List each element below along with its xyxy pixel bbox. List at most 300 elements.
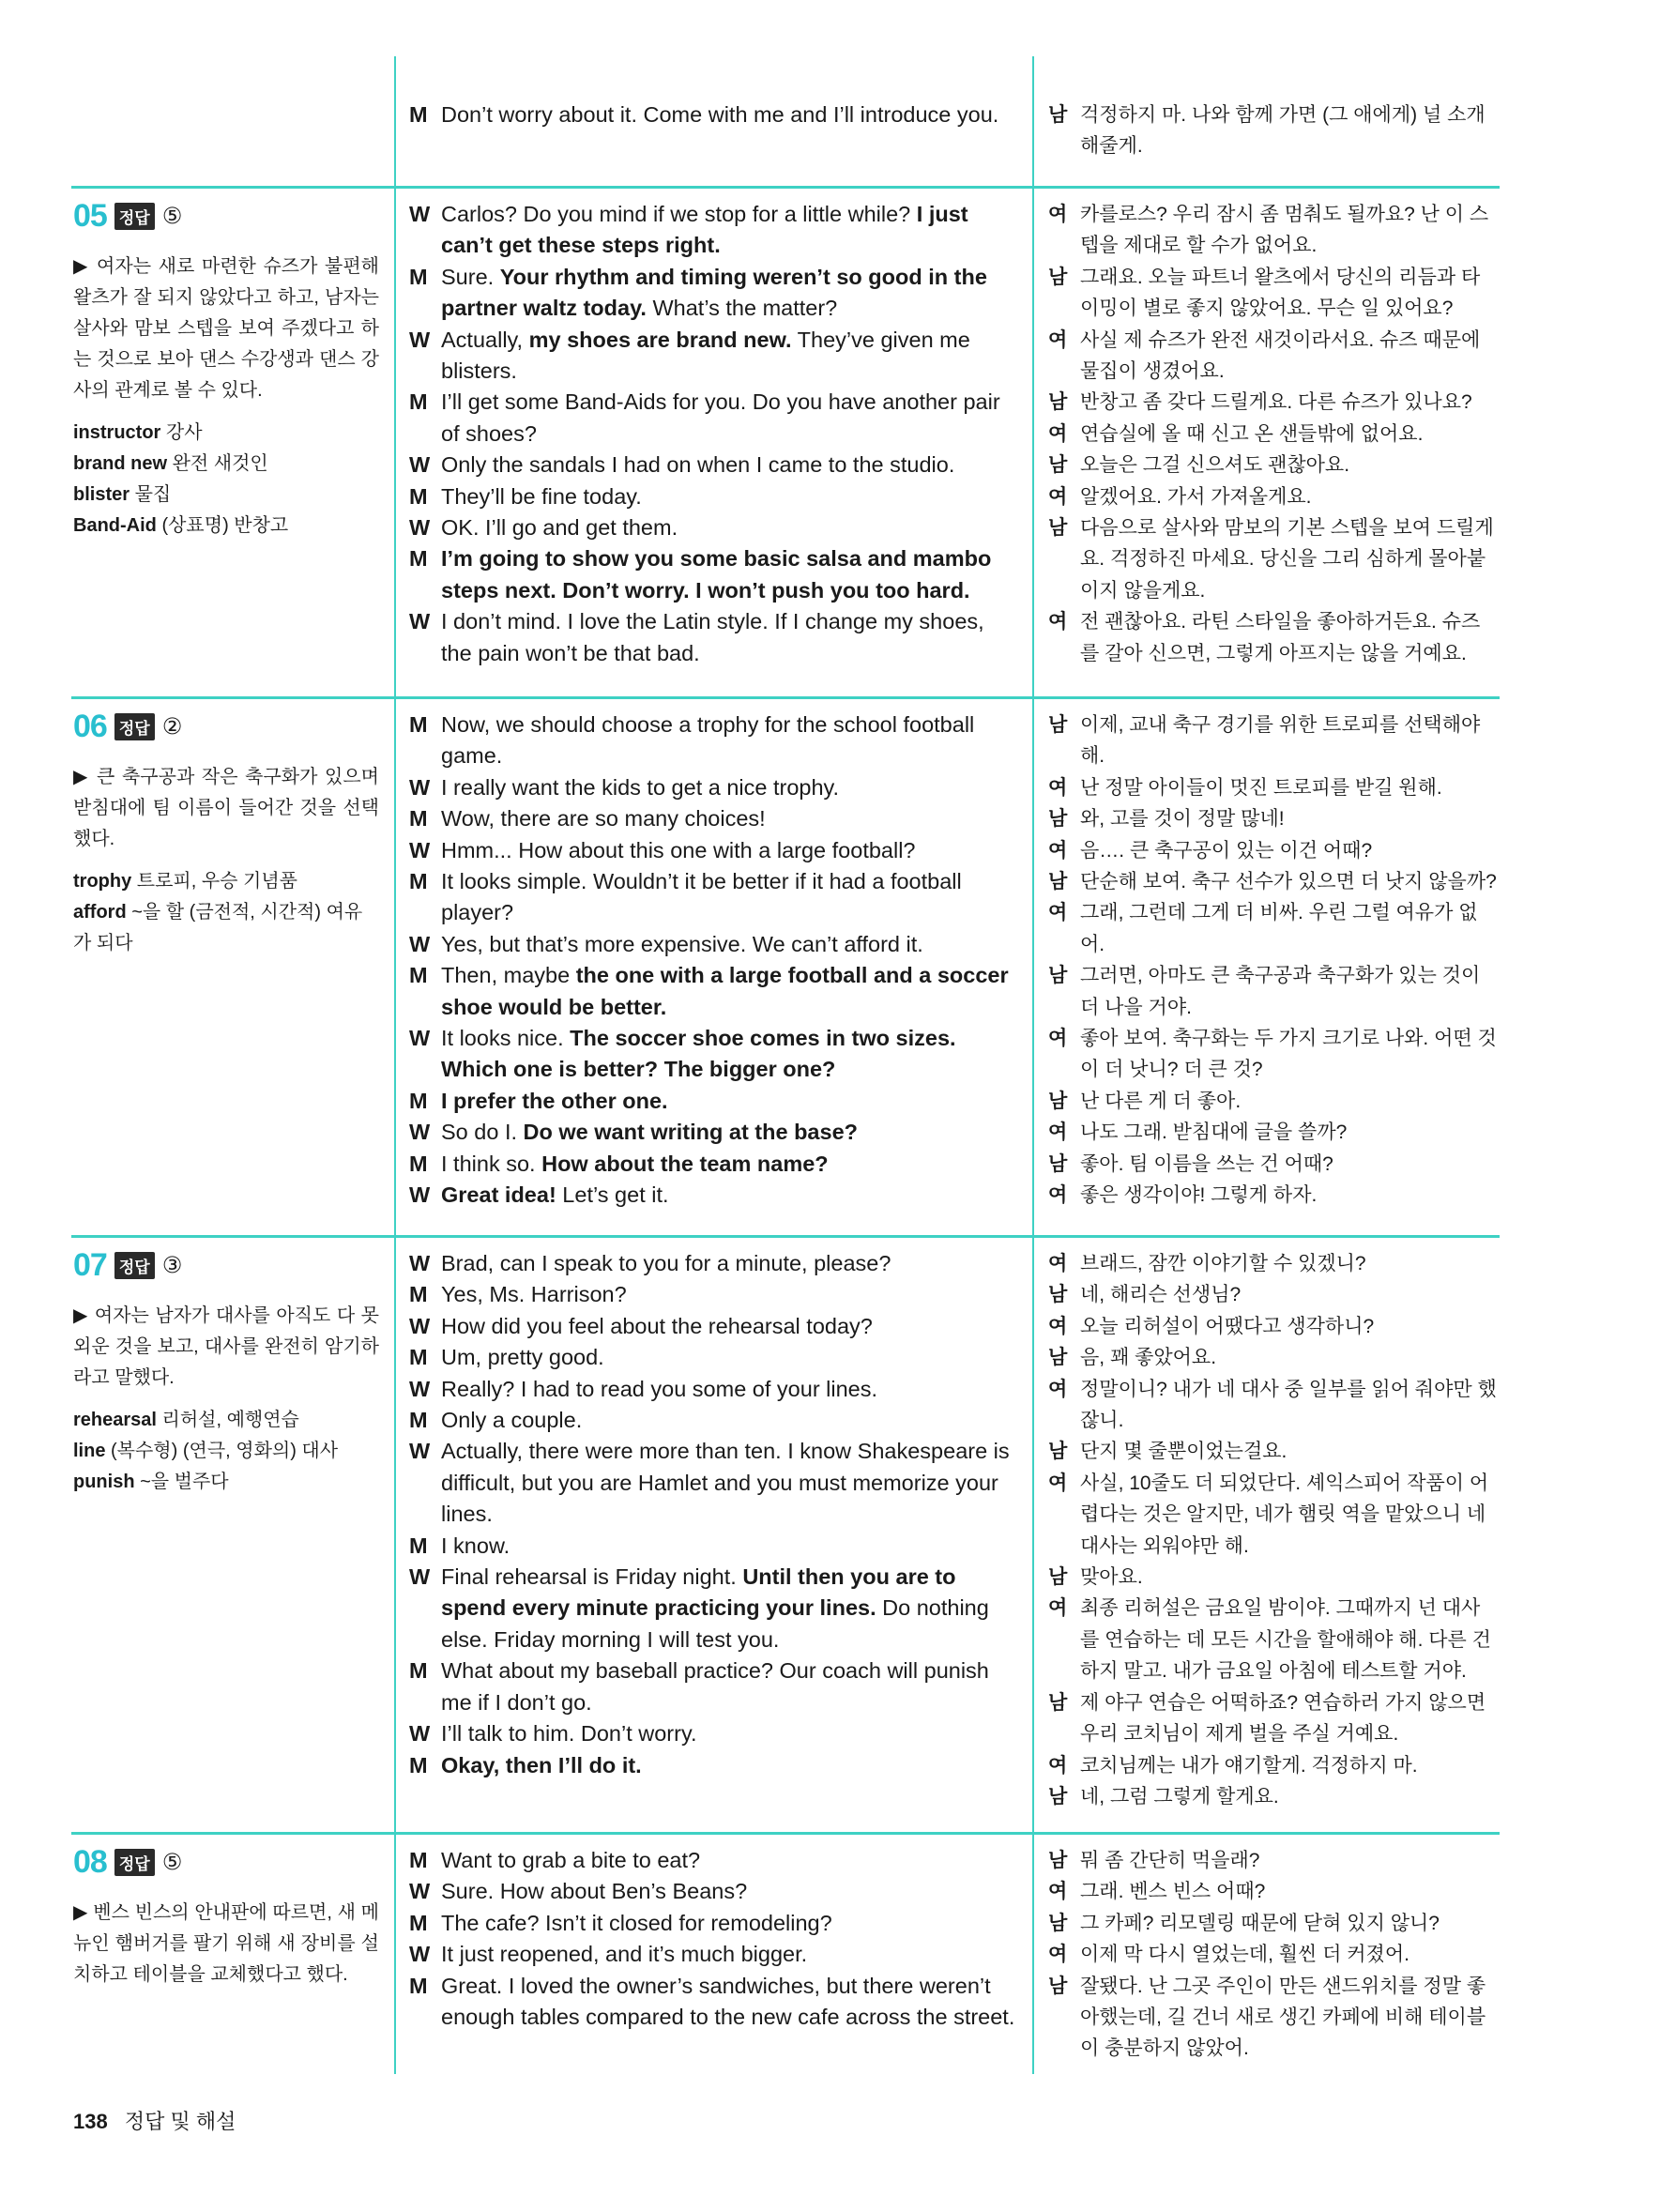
dialogue-line [409, 1149, 1019, 1180]
key-phrase: Okay, then I’ll do it. [441, 1752, 642, 1777]
speaker-label: 남 [1048, 1785, 1068, 1808]
dialogue-line [1048, 1311, 1499, 1342]
dialogue-line [409, 1311, 1019, 1342]
dialogue-line [1048, 1781, 1499, 1812]
speaker-label: W [409, 931, 431, 956]
speaker-label: W [409, 1879, 431, 1904]
dialogue-line [409, 1845, 1019, 1876]
explanation: ▶ 벤스 빈스의 안내판에 따르면, 새 메뉴인 햄버거를 팔기 위해 새 장비를 설치하고 테이블을 교체했다고 했다. [73, 1902, 379, 1985]
key-phrase: the one with a large football and a soccer shoe would be better. [441, 963, 1009, 1019]
dialogue-line [1048, 419, 1499, 450]
question-sidebar [73, 1248, 379, 1498]
text-segment: It looks simple. Wouldn’t it be better if it had a football player? [441, 869, 962, 925]
explanation: ▶ 여자는 남자가 대사를 아직도 다 못 외운 것을 보고, 대사를 완전히 암기하라고 말했다. [73, 1305, 379, 1388]
dialogue-text [1080, 1117, 1499, 1148]
speaker-label: M [409, 102, 428, 127]
speaker-label: W [409, 1120, 431, 1145]
dialogue-line [409, 325, 1019, 388]
vocab-item [73, 449, 379, 480]
question-header [73, 709, 379, 743]
dialogue-line [409, 772, 1019, 803]
english-dialogue [409, 709, 1019, 1212]
dialogue-line [1048, 199, 1499, 262]
page-number: 138 [73, 2110, 108, 2133]
speaker-label: M [409, 1658, 428, 1684]
dialogue-line [409, 1939, 1019, 1970]
vocab-meaning: 완전 새것인 [167, 453, 268, 474]
answer-mark: ③ [161, 1252, 183, 1278]
dialogue-line [1048, 1562, 1499, 1593]
dialogue-text [1080, 450, 1499, 481]
vocab-item [73, 866, 379, 897]
dialogue-line [409, 1405, 1019, 1436]
dialogue-line [1048, 262, 1499, 325]
speaker-label: W [409, 1439, 431, 1464]
text-segment: 음, 꽤 좋았어요. [1080, 1347, 1217, 1369]
dialogue-text [1080, 387, 1499, 418]
english-dialogue [409, 1845, 1019, 2033]
speaker-label: 여 [1048, 1315, 1068, 1337]
speaker-label: 남 [1048, 1441, 1068, 1463]
dialogue-line [409, 1562, 1019, 1655]
dialogue-text [1080, 1971, 1499, 2065]
dialogue-text [1080, 709, 1499, 772]
dialogue-line [409, 1531, 1019, 1562]
speaker-label: W [409, 837, 431, 862]
key-phrase: I’m going to show you some basic salsa and mambo steps next. Don’t worry. I won’t push you too hard. [441, 546, 992, 603]
text-segment: How did you feel about the rehearsal today? [441, 1313, 873, 1338]
dialogue-line [409, 606, 1019, 669]
dialogue-line [409, 543, 1019, 606]
speaker-label: 여 [1048, 611, 1068, 633]
speaker-label: 여 [1048, 1597, 1068, 1620]
speaker-label: 여 [1048, 1378, 1068, 1400]
speaker-label: 남 [1048, 104, 1068, 126]
speaker-label: 여 [1048, 1253, 1068, 1274]
text-segment: 나도 그래. 받침대에 글을 쓸까? [1080, 1121, 1348, 1144]
english-dialogue [409, 1248, 1019, 1781]
dialogue-line [409, 1718, 1019, 1749]
dialogue-line [1048, 1279, 1499, 1310]
vocab-meaning: (상표명) 반창고 [156, 515, 289, 536]
dialogue-line [1048, 1971, 1499, 2065]
speaker-label: 남 [1048, 391, 1068, 414]
text-segment: Yes, Ms. Harrison? [441, 1282, 627, 1307]
text-segment: 좋아. 팀 이름을 쓰는 건 어때? [1080, 1152, 1333, 1175]
dialogue-line [1048, 1908, 1499, 1939]
speaker-label: 남 [1048, 1912, 1068, 1934]
vocab-word: trophy [73, 871, 132, 892]
text-segment: 최종 리허설은 금요일 밤이야. 그때까지 넌 대사를 연습하는 데 모든 시간을 할애해야 해. 다른 건 하지 말고. 내가 금요일 아침에 테스트할 거야. [1080, 1597, 1491, 1683]
dialogue-line [1048, 1149, 1499, 1180]
speaker-label: W [409, 1182, 431, 1208]
text-segment: 음…. 큰 축구공이 있는 이건 어때? [1080, 839, 1373, 862]
text-segment: 걱정하지 마. 나와 함께 가면 (그 애에게) 널 소개해줄게. [1080, 104, 1486, 158]
dialogue-line [1048, 99, 1499, 162]
vocab-word: blister [73, 484, 130, 505]
text-segment: Great. I loved the owner’s sandwiches, but there weren’t enough tables compared to the new cafe across the street. [441, 1973, 1015, 2030]
speaker-label: M [409, 1752, 428, 1777]
text-segment: Really? I had to read you some of your lines. [441, 1376, 878, 1401]
speaker-label: W [409, 774, 431, 800]
key-phrase: my shoes are brand new. [528, 327, 792, 352]
explanation: ▶ 여자는 새로 마련한 슈즈가 불편해 왈츠가 잘 되지 않았다고 하고, 남자는 살사와 맘보 스텝을 보여 주겠다고 하는 것으로 보아 댄스 수강생과 댄스 강사의 관계로 볼 수 있다. [73, 256, 379, 401]
text-segment: 그 카페? 리모델링 때문에 닫혀 있지 않니? [1080, 1912, 1440, 1934]
dialogue-line [409, 1248, 1019, 1279]
vocab-meaning: 트로피, 우승 기념품 [131, 871, 298, 892]
dialogue-line [409, 1908, 1019, 1939]
text-segment: 좋아 보여. 축구화는 두 가지 크기로 나와. 어떤 것이 더 낫니? 더 큰 것? [1080, 1028, 1497, 1081]
english-dialogue [409, 199, 1019, 669]
dialogue-text [441, 1939, 1019, 1970]
text-segment: 뭐 좀 간단히 먹을래? [1080, 1850, 1260, 1871]
answer-badge: 정답 [114, 713, 155, 740]
speaker-label: 여 [1048, 1028, 1068, 1050]
dialogue-text [441, 199, 1019, 262]
question-number: 07 [73, 1246, 107, 1283]
text-segment: Actually, [441, 327, 529, 352]
text-segment: 그래요. 오늘 파트너 왈츠에서 당신의 리듬과 타이밍이 별로 좋지 않았어요. 무슨 일 있어요? [1080, 266, 1481, 320]
dialogue-text [1080, 1593, 1499, 1686]
section-rule [71, 1235, 1500, 1238]
text-segment: What about my baseball practice? Our coach will punish me if I don’t go. [441, 1658, 989, 1715]
key-phrase: I just can’t get these steps right. [441, 202, 968, 258]
text-segment: Sure. [441, 264, 500, 289]
speaker-label: 여 [1048, 485, 1068, 508]
dialogue-text [441, 262, 1019, 325]
dialogue-line [409, 803, 1019, 834]
dialogue-text [441, 1023, 1019, 1086]
speaker-label: W [409, 202, 431, 226]
dialogue-text [441, 1908, 1019, 1939]
dialogue-line [409, 1342, 1019, 1373]
text-segment: 네, 그럼 그렇게 할게요. [1080, 1785, 1279, 1808]
dialogue-text [1080, 1149, 1499, 1180]
question-number: 05 [73, 197, 107, 234]
dialogue-text [441, 325, 1019, 388]
dialogue-text [441, 99, 1019, 130]
text-segment: Brad, can I speak to you for a minute, please? [441, 1251, 891, 1275]
text-segment: Want to grab a bite to eat? [441, 1848, 701, 1872]
dialogue-text [441, 1718, 1019, 1749]
dialogue-text [1080, 960, 1499, 1023]
dialogue-line [1048, 1845, 1499, 1876]
speaker-label: 남 [1048, 1850, 1068, 1871]
vocabulary-list [73, 418, 379, 542]
dialogue-text [1080, 1908, 1499, 1939]
speaker-label: W [409, 1026, 431, 1051]
dialogue-text [1080, 835, 1499, 866]
dialogue-text [1080, 262, 1499, 325]
text-segment: Actually, there were more than ten. I know Shakespeare is difficult, but you are Hamlet and you must memorize your lines. [441, 1439, 1010, 1527]
dialogue-line [409, 1655, 1019, 1718]
answer-mark: ⑤ [161, 203, 183, 229]
dialogue-line [409, 1180, 1019, 1211]
dialogue-line [1048, 325, 1499, 388]
dialogue-line [409, 709, 1019, 772]
key-phrase: Your rhythm and timing weren’t so good in the partner waltz today. [441, 264, 987, 321]
text-segment: 그래. 벤스 빈스 어때? [1080, 1881, 1266, 1903]
vocab-word: rehearsal [73, 1410, 157, 1430]
dialogue-text [1080, 1687, 1499, 1750]
text-segment: Only the sandals I had on when I came to the studio. [441, 452, 955, 478]
speaker-label: M [409, 1533, 428, 1558]
answer-mark: ② [161, 713, 183, 740]
speaker-label: 남 [1048, 1284, 1068, 1306]
dialogue-line [1048, 1180, 1499, 1211]
vocab-item [73, 480, 379, 511]
dialogue-line [1048, 1248, 1499, 1279]
speaker-label: 남 [1048, 266, 1068, 288]
dialogue-text [441, 1562, 1019, 1655]
speaker-label: M [409, 483, 428, 509]
dialogue-text [1080, 1086, 1499, 1117]
vocab-meaning: 강사 [160, 422, 203, 443]
question-header [73, 1845, 379, 1879]
dialogue-text [1080, 1845, 1499, 1876]
speaker-label: W [409, 452, 431, 478]
text-segment: Hmm... How about this one with a large football? [441, 837, 916, 862]
question-header [73, 1248, 379, 1282]
dialogue-text [1080, 199, 1499, 262]
dialogue-text [441, 866, 1019, 929]
key-phrase: The soccer shoe comes in two sizes. Which one is better? The bigger one? [441, 1026, 956, 1082]
dialogue-text [1080, 1436, 1499, 1467]
speaker-label: M [409, 806, 428, 831]
text-segment: Don’t worry about it. Come with me and I’ll introduce you. [441, 102, 999, 127]
dialogue-text [441, 481, 1019, 512]
text-segment: 카를로스? 우리 잠시 좀 멈춰도 될까요? 난 이 스텝을 제대로 할 수가 없어요. [1080, 204, 1489, 257]
dialogue-text [441, 929, 1019, 960]
speaker-label: 여 [1048, 204, 1068, 225]
dialogue-text [441, 1180, 1019, 1211]
speaker-label: 남 [1048, 1347, 1068, 1369]
text-segment: Yes, but that’s more expensive. We can’t afford it. [441, 931, 923, 956]
korean-dialogue [1048, 709, 1499, 1212]
speaker-label: M [409, 963, 428, 988]
dialogue-text [441, 1750, 1019, 1781]
dialogue-line [1048, 772, 1499, 803]
dialogue-text [441, 709, 1019, 772]
text-segment: 네, 해리슨 선생님? [1080, 1284, 1242, 1306]
dialogue-line [409, 1023, 1019, 1086]
section-rule [71, 186, 1500, 189]
answer-badge: 정답 [114, 203, 155, 230]
speaker-label: 여 [1048, 902, 1068, 924]
dialogue-line [409, 450, 1019, 481]
speaker-label: 여 [1048, 1881, 1068, 1903]
text-segment: Final rehearsal is Friday night. [441, 1564, 743, 1590]
text-segment: 사실, 10줄도 더 되었단다. 셰익스피어 작품이 어렵다는 것은 알지만, 네가 햄릿 역을 맡았으니 네 대사는 외워야만 해. [1080, 1472, 1489, 1557]
speaker-label: M [409, 546, 428, 572]
vocab-word: Band-Aid [73, 515, 157, 536]
text-segment: Only a couple. [441, 1408, 583, 1433]
vocab-meaning: ~을 벌주다 [134, 1472, 229, 1492]
dialogue-line [1048, 606, 1499, 669]
question-number: 06 [73, 708, 107, 744]
speaker-label: 남 [1048, 808, 1068, 831]
dialogue-text [1080, 897, 1499, 960]
text-segment: I really want the kids to get a nice trophy. [441, 774, 840, 800]
vocab-word: punish [73, 1472, 135, 1492]
dialogue-line [1048, 960, 1499, 1023]
speaker-label: 남 [1048, 517, 1068, 540]
speaker-label: 남 [1048, 1090, 1068, 1112]
dialogue-text [441, 803, 1019, 834]
text-segment: 사실 제 슈즈가 완전 새것이라서요. 슈즈 때문에 물집이 생겼어요. [1080, 328, 1481, 383]
answer-badge: 정답 [114, 1252, 155, 1279]
vocab-item [73, 1405, 379, 1436]
speaker-label: 여 [1048, 1121, 1068, 1144]
dialogue-line [1048, 1436, 1499, 1467]
text-segment: 오늘은 그걸 신으셔도 괜찮아요. [1080, 454, 1350, 477]
dialogue-line [409, 1086, 1019, 1117]
dialogue-text [1080, 1876, 1499, 1907]
text-segment: Do nothing else. Friday morning I will test you. [441, 1595, 989, 1652]
korean-dialogue [1048, 1845, 1499, 2065]
dialogue-line [409, 1876, 1019, 1907]
dialogue-line [1048, 1876, 1499, 1907]
question-sidebar [73, 199, 379, 542]
dialogue-line [409, 481, 1019, 512]
text-segment: They’ve given me blisters. [441, 327, 970, 384]
speaker-label: 여 [1048, 328, 1068, 351]
vocabulary-list [73, 1405, 379, 1498]
question-header [73, 199, 379, 233]
dialogue-line [409, 1279, 1019, 1310]
dialogue-text [441, 1845, 1019, 1876]
dialogue-line [409, 1971, 1019, 2034]
text-segment: 연습실에 올 때 신고 온 샌들밖에 없어요. [1080, 422, 1424, 445]
column-divider-left [394, 56, 396, 2074]
speaker-label: W [409, 1564, 431, 1590]
dialogue-line [409, 929, 1019, 960]
text-segment: They’ll be fine today. [441, 483, 642, 509]
dialogue-text [441, 1374, 1019, 1405]
dialogue-text [441, 450, 1019, 481]
dialogue-line [409, 199, 1019, 262]
speaker-label: W [409, 1251, 431, 1275]
speaker-label: M [409, 1408, 428, 1433]
text-segment: 그러면, 아마도 큰 축구공과 축구화가 있는 것이 더 나을 거야. [1080, 965, 1481, 1018]
dialogue-text [1080, 1374, 1499, 1437]
text-segment: 난 다른 게 더 좋아. [1080, 1090, 1242, 1112]
dialogue-line [1048, 1086, 1499, 1117]
speaker-label: 남 [1048, 1975, 1068, 1997]
dialogue-line [409, 262, 1019, 325]
dialogue-text [1080, 772, 1499, 803]
dialogue-line [1048, 1117, 1499, 1148]
dialogue-text [1080, 1939, 1499, 1970]
dialogue-text [1080, 325, 1499, 388]
speaker-label: M [409, 1973, 428, 1998]
text-segment: 좋은 생각이야! 그렇게 하자. [1080, 1184, 1318, 1207]
dialogue-line [1048, 897, 1499, 960]
speaker-label: 여 [1048, 839, 1068, 862]
dialogue-line [1048, 835, 1499, 866]
text-segment: OK. I’ll go and get them. [441, 515, 678, 541]
speaker-label: M [409, 1345, 428, 1370]
text-segment: 단순해 보여. 축구 선수가 있으면 더 낫지 않을까? [1080, 871, 1497, 893]
vocab-word: instructor [73, 422, 161, 443]
dialogue-text [441, 387, 1019, 450]
vocab-word: line [73, 1441, 106, 1461]
vocab-item [73, 511, 379, 542]
question-sidebar [73, 1845, 379, 1991]
text-segment: Sure. How about Ben’s Beans? [441, 1879, 748, 1904]
text-segment: Um, pretty good. [441, 1345, 604, 1370]
dialogue-text [1080, 1468, 1499, 1562]
dialogue-line [1048, 1750, 1499, 1781]
korean-dialogue [1048, 1248, 1499, 1812]
text-segment: I’ll get some Band-Aids for you. Do you have another pair of shoes? [441, 389, 1000, 446]
dialogue-line [1048, 866, 1499, 897]
vocab-meaning: 물집 [130, 484, 172, 505]
dialogue-line [1048, 481, 1499, 512]
speaker-label: 여 [1048, 776, 1068, 799]
text-segment: Then, maybe [441, 963, 576, 988]
dialogue-line [1048, 512, 1499, 606]
dialogue-text [441, 835, 1019, 866]
dialogue-line [1048, 387, 1499, 418]
dialogue-line [1048, 450, 1499, 481]
speaker-label: M [409, 1910, 428, 1935]
text-segment: 와, 고를 것이 정말 많네! [1080, 808, 1285, 831]
speaker-label: M [409, 389, 428, 415]
dialogue-text [1080, 419, 1499, 450]
text-segment: 다음으로 살사와 맘보의 기본 스텝을 보여 드릴게요. 걱정하진 마세요. 당신을 그리 심하게 몰아붙이지 않을게요. [1080, 517, 1494, 602]
dialogue-text [441, 1971, 1019, 2034]
text-segment: 이제 막 다시 열었는데, 훨씬 더 커졌어. [1080, 1944, 1409, 1966]
text-segment: I know. [441, 1533, 510, 1558]
dialogue-text [441, 1436, 1019, 1530]
column-divider-right [1032, 56, 1034, 2074]
speaker-label: W [409, 1313, 431, 1338]
speaker-label: M [409, 712, 428, 737]
speaker-label: 남 [1048, 1152, 1068, 1175]
vocab-item [73, 897, 379, 959]
text-segment: 브래드, 잠깐 이야기할 수 있겠니? [1080, 1253, 1366, 1274]
speaker-label: M [409, 264, 428, 289]
vocab-word: afford [73, 902, 127, 923]
dialogue-text [441, 1311, 1019, 1342]
dialogue-line [1048, 1342, 1499, 1373]
text-segment: 맞아요. [1080, 1566, 1143, 1589]
vocab-item [73, 1436, 379, 1467]
dialogue-line [409, 1750, 1019, 1781]
vocab-meaning: ~을 할 (금전적, 시간적) 여유가 되다 [73, 902, 363, 953]
speaker-label: W [409, 1376, 431, 1401]
speaker-label: W [409, 515, 431, 541]
dialogue-text [1080, 99, 1499, 162]
text-segment: I don’t mind. I love the Latin style. If I change my shoes, the pain won’t be that bad. [441, 609, 984, 665]
speaker-label: W [409, 609, 431, 634]
text-segment: 반창고 좀 갖다 드릴게요. 다른 슈즈가 있나요? [1080, 391, 1472, 414]
english-dialogue [409, 99, 1019, 130]
dialogue-text [441, 1279, 1019, 1310]
speaker-label: W [409, 1942, 431, 1967]
speaker-label: 남 [1048, 871, 1068, 893]
dialogue-text [441, 543, 1019, 606]
speaker-label: 여 [1048, 1184, 1068, 1207]
question-number: 08 [73, 1843, 107, 1880]
dialogue-text [441, 1149, 1019, 1180]
dialogue-text [441, 512, 1019, 543]
speaker-label: 여 [1048, 1472, 1068, 1494]
dialogue-text [441, 606, 1019, 669]
key-phrase: Great idea! [441, 1182, 556, 1208]
dialogue-text [441, 1876, 1019, 1907]
